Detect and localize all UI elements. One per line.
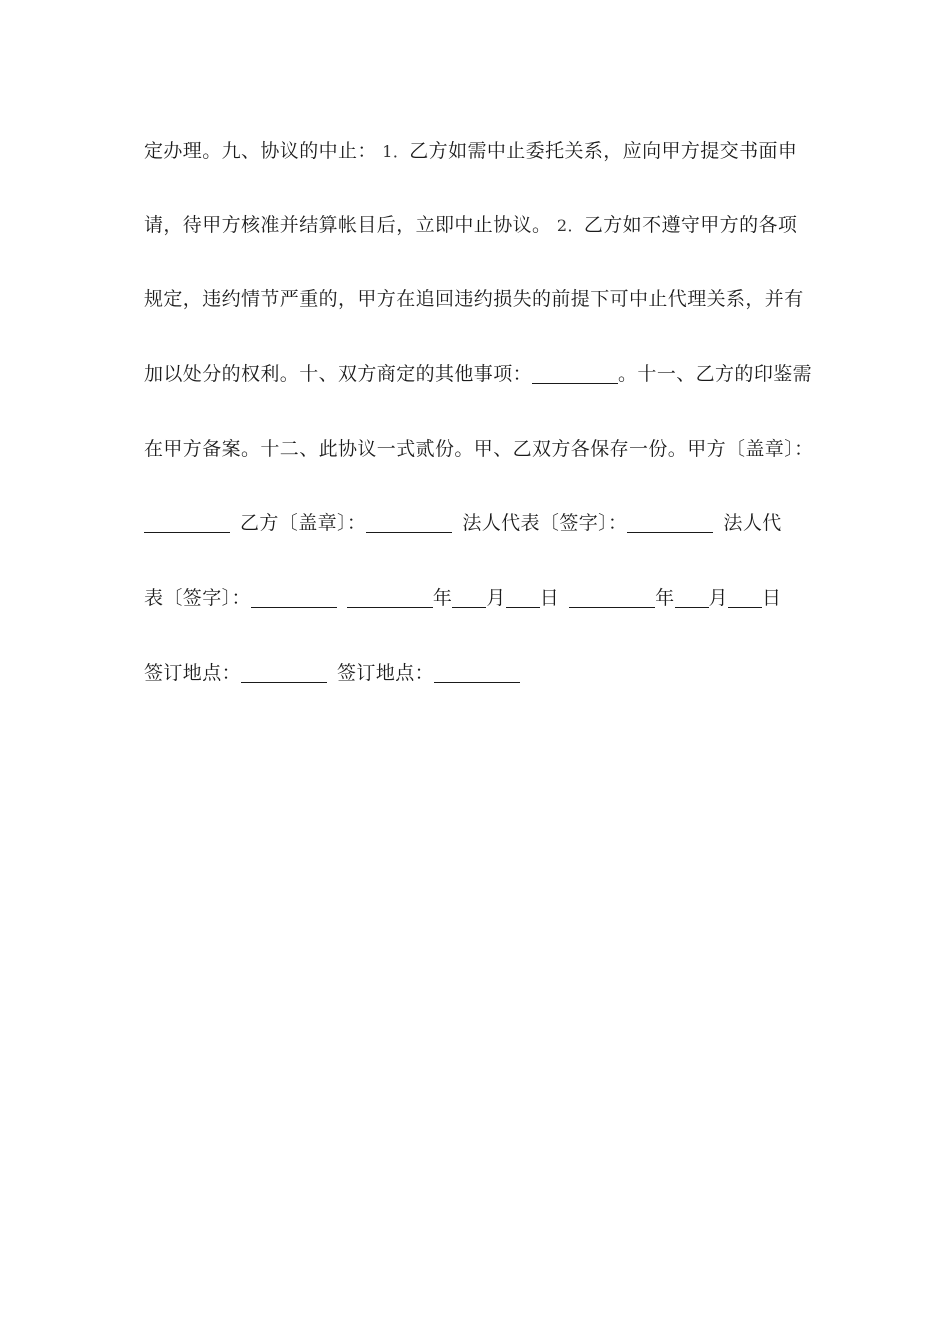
clause-9-2-text: 乙方如不遵守甲方的各项 <box>583 214 798 236</box>
party-b-seal-label: 乙方〔盖章〕： <box>240 512 367 534</box>
party-a-day-blank[interactable] <box>506 587 540 608</box>
paragraph-line-3 <box>144 282 824 316</box>
party-a-seal-blank[interactable] <box>144 512 230 533</box>
party-b-sign-place-label: 签订地点： <box>337 662 435 684</box>
paragraph-line-5 <box>144 432 824 466</box>
clause-12-text: 在甲方备案。十二、此协议一式贰份。甲、乙双方各保存一份。甲方〔盖章〕： <box>144 438 814 460</box>
party-b-year-label: 年 <box>655 587 675 609</box>
party-a-legal-rep-blank[interactable] <box>627 512 713 533</box>
party-b-legal-rep-label-end: 表〔签字〕： <box>144 587 251 609</box>
paragraph-line-6 <box>144 506 824 540</box>
party-a-year-blank[interactable] <box>347 587 433 608</box>
party-a-day-label: 日 <box>539 587 560 609</box>
clause-9-text: 定办理。九、协议的中止： <box>144 140 377 162</box>
paragraph-line-4 <box>144 357 824 391</box>
party-a-legal-rep-label: 法人代表〔签字〕： <box>462 512 628 534</box>
paragraph-line-1 <box>144 134 824 168</box>
clause-9-2-cont-text: 规定，违约情节严重的，甲方在追回违约损失的前提下可中止代理关系，并有 <box>144 288 804 310</box>
party-a-sign-place-label: 签订地点： <box>144 662 242 684</box>
paragraph-line-2 <box>144 208 824 242</box>
party-b-month-label: 月 <box>708 587 728 609</box>
paragraph-line-7 <box>144 581 824 615</box>
party-b-seal-blank[interactable] <box>366 512 452 533</box>
party-b-legal-rep-label-start: 法人代 <box>723 512 782 534</box>
other-matters-blank[interactable] <box>532 363 618 384</box>
party-a-month-label: 月 <box>486 587 506 609</box>
party-b-day-blank[interactable] <box>728 587 762 608</box>
party-b-month-blank[interactable] <box>675 587 709 608</box>
clause-number-1: 1． <box>376 142 410 161</box>
party-b-day-label: 日 <box>761 587 782 609</box>
clause-10-text: 加以处分的权利。十、双方商定的其他事项： <box>144 363 533 385</box>
clause-9-1-text: 乙方如需中止委托关系，应向甲方提交书面申 <box>409 140 798 162</box>
clause-number-2: 2． <box>551 216 584 235</box>
party-a-sign-place-blank[interactable] <box>241 662 327 683</box>
party-a-month-blank[interactable] <box>452 587 486 608</box>
party-b-sign-place-blank[interactable] <box>434 662 520 683</box>
party-b-year-blank[interactable] <box>569 587 655 608</box>
paragraph-line-8 <box>144 656 824 690</box>
clause-9-1-cont-text: 请，待甲方核准并结算帐目后，立即中止协议。 <box>144 214 552 236</box>
party-b-legal-rep-blank[interactable] <box>251 587 337 608</box>
party-a-year-label: 年 <box>432 587 453 609</box>
clause-11-text: 。十一、乙方的印鉴需 <box>618 363 813 385</box>
